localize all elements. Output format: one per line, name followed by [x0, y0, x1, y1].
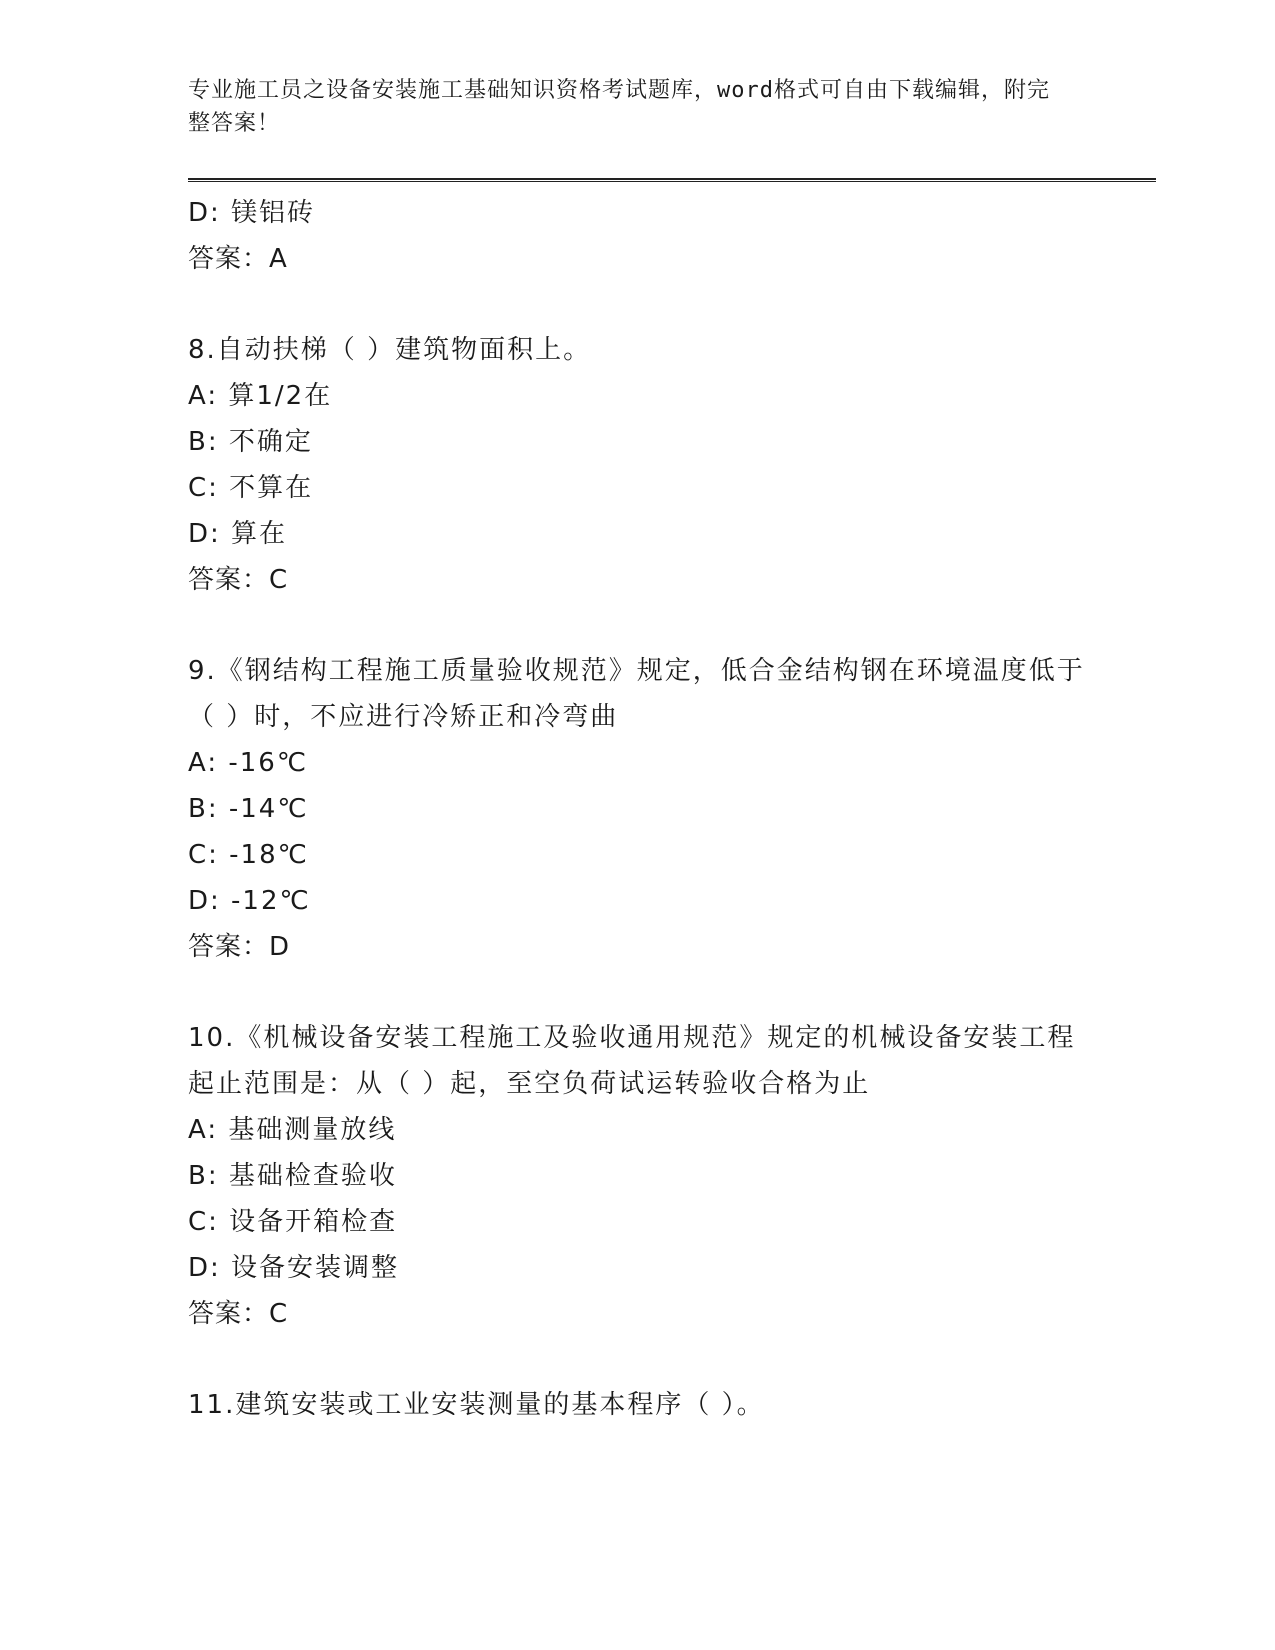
option-d: D: 设备安装调整 — [188, 1253, 400, 1283]
option-b: B: -14℃ — [188, 794, 309, 824]
question-stem: 9.《钢结构工程施工质量验收规范》规定，低合金结构钢在环境温度低于（ ）时，不应进行冷矫正和冷弯曲 — [188, 656, 1085, 732]
header-divider — [188, 178, 1156, 182]
question-list — [188, 190, 1088, 1428]
question-stem: 8.自动扶梯（ ）建筑物面积上。 — [188, 335, 592, 365]
option-b: B: 不确定 — [188, 427, 313, 457]
answer-line: 答案：C — [188, 1299, 289, 1329]
option-c: C: -18℃ — [188, 840, 309, 870]
answer-line: 答案：A — [188, 244, 288, 274]
spacer — [188, 282, 1088, 327]
answer-line: 答案：C — [188, 565, 289, 595]
option-a: A: -16℃ — [188, 748, 309, 778]
spacer — [188, 970, 1088, 1015]
option-b: B: 基础检查验收 — [188, 1161, 397, 1191]
spacer — [188, 603, 1088, 648]
option-d: D: 算在 — [188, 519, 288, 549]
option-a: A: 算1/2在 — [188, 381, 333, 411]
option-c: C: 不算在 — [188, 473, 314, 503]
document-header — [188, 74, 1068, 140]
option-d: D: -12℃ — [188, 886, 311, 916]
question-stem: 11.建筑安装或工业安装测量的基本程序（ ）。 — [188, 1390, 765, 1420]
header-title: 专业施工员之设备安装施工基础知识资格考试题库，word格式可自由下载编辑，附完整答案！ — [188, 78, 1050, 136]
option-a: A: 基础测量放线 — [188, 1115, 397, 1145]
answer-line: 答案：D — [188, 932, 291, 962]
question-8 — [188, 327, 1088, 603]
spacer — [188, 1337, 1088, 1382]
question-10 — [188, 1015, 1088, 1337]
option-c: C: 设备开箱检查 — [188, 1207, 398, 1237]
question-11 — [188, 1382, 1088, 1428]
question-9 — [188, 648, 1088, 970]
option-d: D: 镁铝砖 — [188, 198, 316, 228]
question-stem: 10.《机械设备安装工程施工及验收通用规范》规定的机械设备安装工程起止范围是：从（ ）起，至空负荷试运转验收合格为止 — [188, 1023, 1076, 1099]
